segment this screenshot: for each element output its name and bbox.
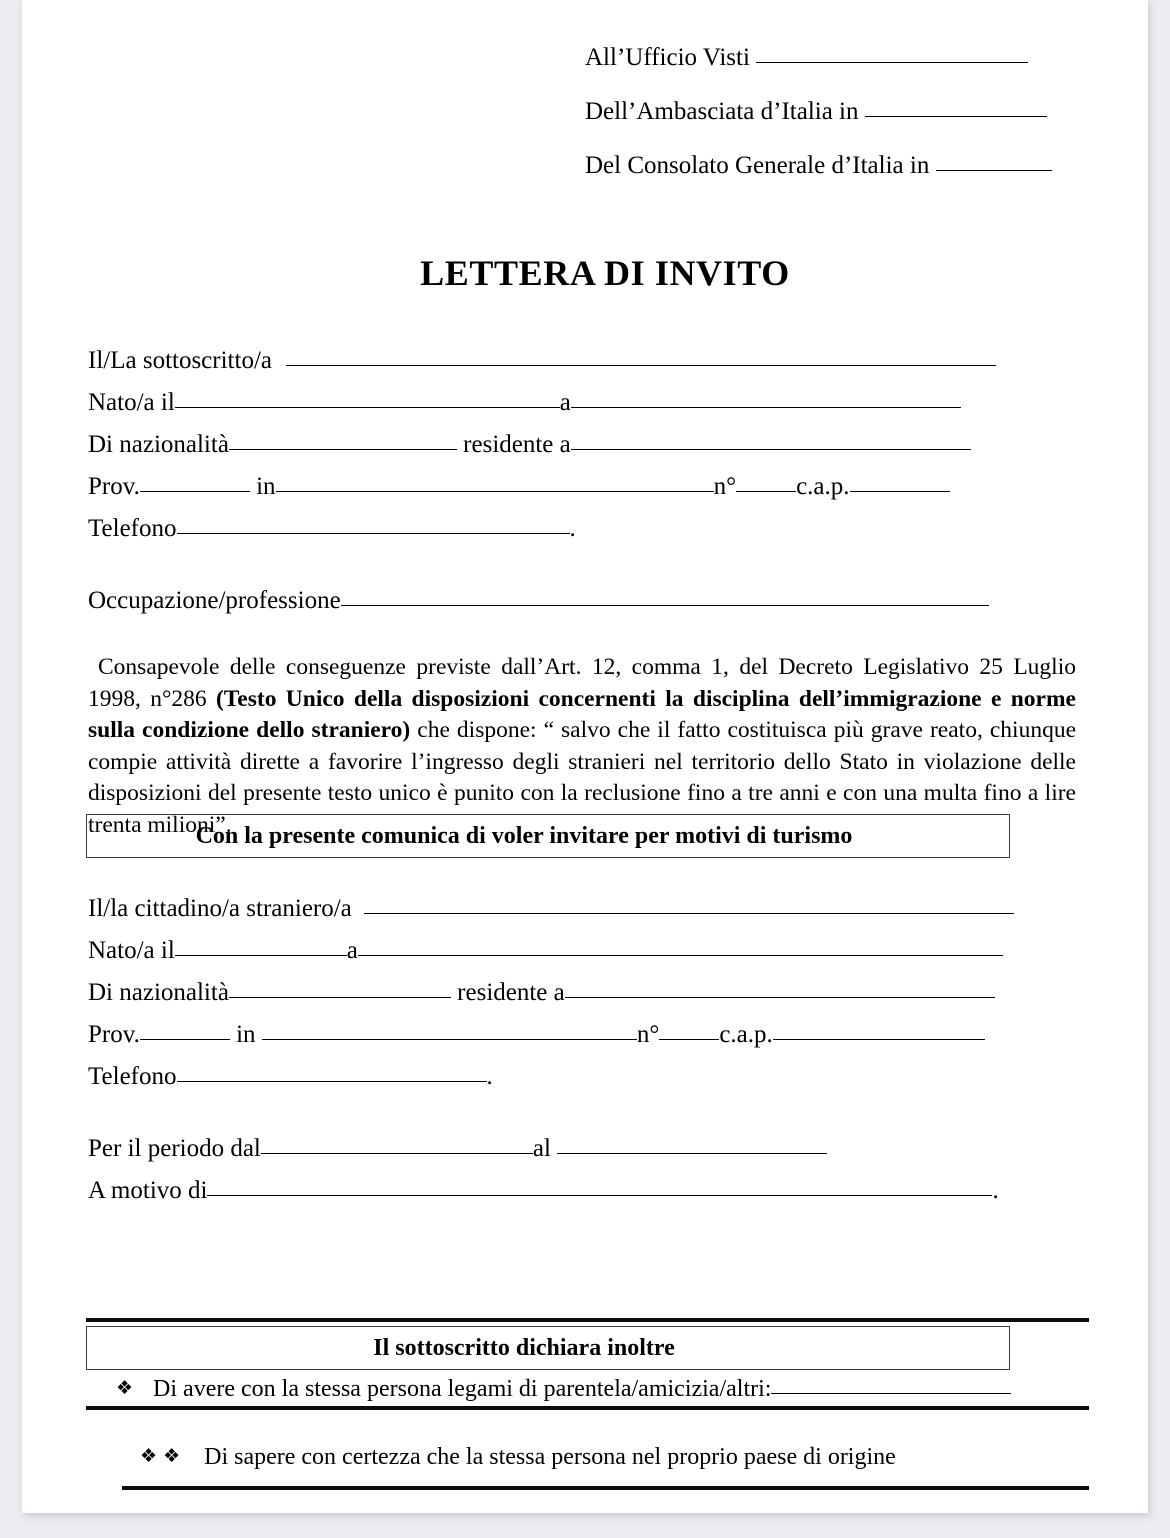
- legal-notice-bold-clause: (Testo Unico della disposizioni concernenti la disciplina dell’immigrazione e norme sulla condizione dello straniero): [88, 685, 1076, 744]
- guest-motivo-terminator: .: [992, 1177, 999, 1204]
- guest-input-cittadino[interactable]: [364, 898, 1014, 914]
- diamond-bullet-icon-double: ❖ ❖: [140, 1445, 181, 1467]
- declaration-rule-top: [86, 1318, 1089, 1322]
- inviter-input-prov[interactable]: [140, 476, 250, 492]
- page-title-text: LETTERA DI INVITO: [420, 253, 790, 293]
- guest-input-data-nascita[interactable]: [175, 940, 347, 956]
- guest-label-cittadino: Il/la cittadino/a straniero/a: [88, 895, 352, 922]
- guest-row-indirizzo: [88, 1022, 985, 1047]
- inviter-input-occupazione[interactable]: [341, 590, 989, 606]
- declaration-item-parentela: [116, 1376, 1011, 1403]
- guest-label-telefono: Telefono: [88, 1063, 177, 1090]
- inviter-label-nato-il: Nato/a il: [88, 389, 175, 416]
- header-label-ufficio-visti: All’Ufficio Visti: [585, 44, 750, 71]
- guest-input-nazionalita[interactable]: [229, 982, 451, 998]
- guest-input-periodo-dal[interactable]: [261, 1138, 533, 1154]
- inviter-row-indirizzo: [88, 474, 950, 499]
- guest-telefono-terminator: .: [486, 1063, 493, 1090]
- declaration-item-parentela-text: Di avere con la stessa persona legami di parentela/amicizia/altri:: [153, 1376, 772, 1402]
- document-content: [22, 0, 1148, 1513]
- inviter-row-sottoscritto: [88, 348, 996, 373]
- guest-label-motivo: A motivo di: [88, 1177, 208, 1204]
- guest-input-residenza[interactable]: [565, 982, 995, 998]
- header-blank-ambasciata[interactable]: [865, 101, 1047, 117]
- guest-row-telefono: [88, 1064, 493, 1089]
- inviter-label-numero: n°: [713, 473, 737, 500]
- inviter-input-numero[interactable]: [736, 476, 796, 492]
- inviter-telefono-terminator: .: [569, 515, 576, 542]
- inviter-label-prov: Prov.: [88, 473, 140, 500]
- guest-label-nato-a: a: [346, 937, 358, 964]
- inviter-label-telefono: Telefono: [88, 515, 177, 542]
- declaration-item-certezza-text: Di sapere con certezza che la stessa persona nel proprio paese di origine: [204, 1444, 896, 1470]
- guest-row-periodo: [88, 1136, 827, 1161]
- inviter-row-nato: [88, 390, 961, 415]
- inviter-row-nazionalita: [88, 432, 971, 457]
- guest-label-cap: c.a.p.: [719, 1021, 773, 1048]
- header-line-consolato: [585, 152, 1052, 180]
- guest-input-cap[interactable]: [773, 1024, 985, 1040]
- guest-input-motivo[interactable]: [207, 1180, 992, 1196]
- legal-notice-part-2: che dispone: “ salvo che il fatto costituisca più grave reato, chiunque compie attività dirette a favorire l’ingresso degli stranieri nel territorio dello Stato in violazione delle disposizioni del presente testo unico è punito con la reclusione fino a tre anni e con una multa fino a lire trenta milioni”.: [88, 717, 1076, 838]
- inviter-row-occupazione: [88, 588, 989, 613]
- guest-label-nato-il: Nato/a il: [88, 937, 175, 964]
- declaration-caption-text: Il sottoscritto dichiara inoltre: [373, 1335, 675, 1361]
- guest-input-numero[interactable]: [659, 1024, 719, 1040]
- header-blank-consolato[interactable]: [936, 155, 1052, 171]
- inviter-label-residente: residente a: [463, 431, 571, 458]
- inviter-input-telefono[interactable]: [177, 518, 570, 534]
- page-title: [22, 252, 1148, 294]
- header-blank-ufficio-visti[interactable]: [756, 47, 1028, 63]
- declaration-caption-box: [86, 1326, 1010, 1370]
- declaration-rule-bottom: [122, 1486, 1089, 1490]
- legal-notice-part-1: Consapevole delle conseguenze previste dall’Art. 12, comma 1, del Decreto Legislativo 25 Luglio 1998, n°286: [88, 654, 1076, 712]
- guest-input-prov[interactable]: [140, 1024, 230, 1040]
- purpose-caption-text: Con la presente comunica di voler invitare per motivi di turismo: [195, 823, 853, 849]
- inviter-input-data-nascita[interactable]: [175, 392, 560, 408]
- inviter-label-cap: c.a.p.: [796, 473, 850, 500]
- guest-label-nazionalita: Di nazionalità: [88, 979, 229, 1006]
- inviter-input-via[interactable]: [276, 476, 714, 492]
- inviter-label-sottoscritto: Il/La sottoscritto/a: [88, 347, 272, 374]
- header-label-consolato: Del Consolato Generale d’Italia in: [585, 152, 930, 179]
- inviter-label-nazionalita: Di nazionalità: [88, 431, 229, 458]
- guest-input-periodo-al[interactable]: [557, 1138, 827, 1154]
- guest-label-periodo-al: al: [532, 1135, 551, 1162]
- guest-row-nazionalita: [88, 980, 995, 1005]
- document-page: [22, 0, 1148, 1513]
- guest-input-telefono[interactable]: [177, 1066, 487, 1082]
- inviter-label-nato-a: a: [559, 389, 571, 416]
- guest-input-via[interactable]: [262, 1024, 637, 1040]
- guest-label-prov: Prov.: [88, 1021, 140, 1048]
- declaration-rule-middle: [86, 1406, 1089, 1410]
- guest-label-periodo-dal: Per il periodo dal: [88, 1135, 261, 1162]
- inviter-input-residenza[interactable]: [571, 434, 971, 450]
- declaration-input-parentela[interactable]: [771, 1378, 1011, 1394]
- inviter-label-in: in: [256, 473, 276, 500]
- header-label-ambasciata: Dell’Ambasciata d’Italia in: [585, 98, 859, 125]
- inviter-input-sottoscritto[interactable]: [286, 350, 996, 366]
- declaration-item-certezza: [140, 1444, 896, 1471]
- guest-row-cittadino: [88, 896, 1014, 921]
- diamond-bullet-icon: ❖: [116, 1377, 134, 1399]
- guest-row-motivo: [88, 1178, 999, 1203]
- inviter-input-cap[interactable]: [850, 476, 950, 492]
- header-line-ambasciata: [585, 98, 1047, 126]
- header-line-ufficio-visti: [585, 44, 1028, 72]
- guest-label-residente: residente a: [457, 979, 565, 1006]
- inviter-input-luogo-nascita[interactable]: [571, 392, 961, 408]
- guest-label-numero: n°: [636, 1021, 660, 1048]
- inviter-label-occupazione: Occupazione/professione: [88, 587, 341, 614]
- guest-row-nato: [88, 938, 1003, 963]
- inviter-input-nazionalita[interactable]: [229, 434, 457, 450]
- inviter-row-telefono: [88, 516, 576, 541]
- purpose-caption-box: [86, 814, 1010, 858]
- guest-input-luogo-nascita[interactable]: [358, 940, 1003, 956]
- guest-label-in: in: [236, 1021, 256, 1048]
